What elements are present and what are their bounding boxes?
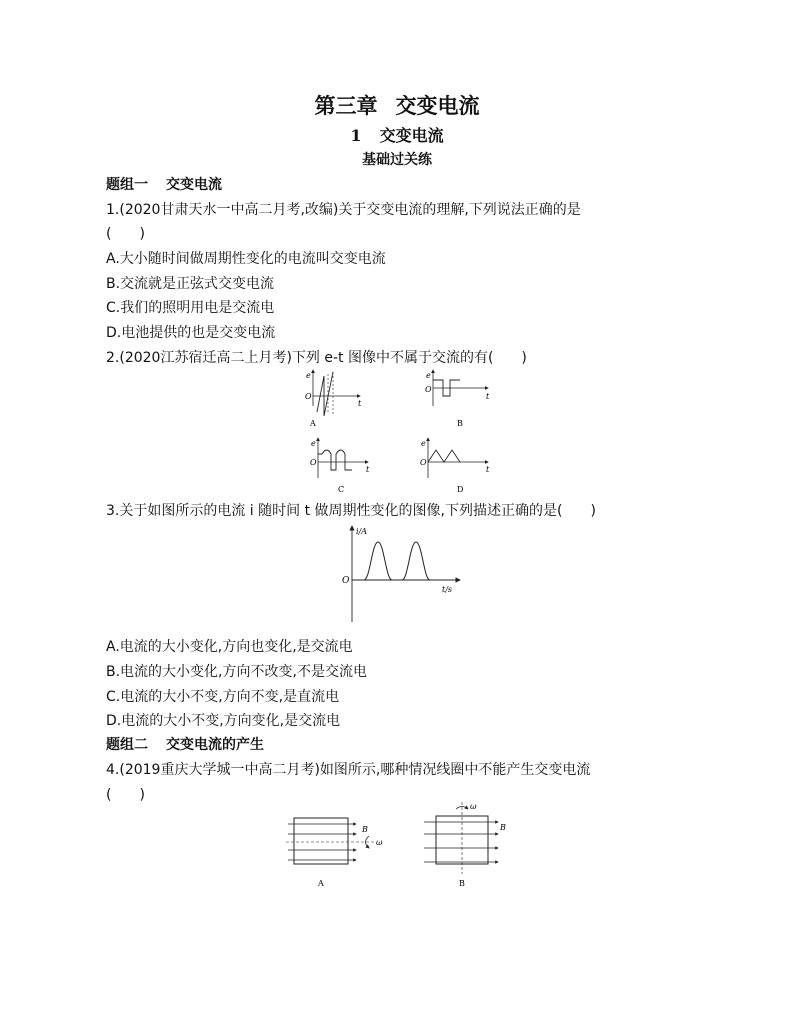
- q3-current-graph: [338, 522, 468, 626]
- q4-answer-paren: ( ): [106, 787, 145, 803]
- q3-yaxis-label: i/A: [356, 527, 368, 536]
- q4-figure-b: [424, 802, 506, 888]
- q2-a-yaxis: e: [306, 371, 311, 380]
- q3-origin-label: O: [342, 576, 350, 586]
- q4-label-a: A: [318, 879, 324, 888]
- q2-d-origin: O: [420, 458, 427, 467]
- q4-coil-figures: [280, 800, 520, 892]
- q2-d-yaxis: e: [421, 439, 426, 448]
- q2-stem: 2.(2020江苏宿迁高二上月考)下列 e-t 图像中不属于交流的有( ): [106, 350, 527, 366]
- group-1-title: 交变电流: [166, 177, 222, 193]
- q2-graphs-figure: [300, 366, 510, 498]
- q2-a-origin: O: [305, 392, 312, 401]
- q2-graph-b: [425, 370, 490, 428]
- q3-option-a: A.电流的大小变化,方向也变化,是交流电: [106, 639, 353, 655]
- group-2-label: 题组二: [106, 737, 148, 753]
- q4-a-omega-label: ω: [376, 838, 383, 847]
- q4-b-field-label: B: [500, 823, 506, 832]
- q2-label-d: D: [457, 485, 464, 494]
- section-name: 交变电流: [379, 126, 444, 145]
- chapter-name: 交变电流: [395, 93, 480, 118]
- q4-b-omega-label: ω: [470, 802, 477, 811]
- q2-label-a: A: [310, 419, 316, 428]
- q3-option-c: C.电流的大小不变,方向不变,是直流电: [106, 689, 340, 705]
- chapter-number: 第三章: [314, 93, 378, 118]
- q3-option-b: B.电流的大小变化,方向不改变,不是交流电: [106, 664, 367, 680]
- q2-label-c: C: [338, 485, 345, 494]
- q1-option-a: A.大小随时间做周期性变化的电流叫交变电流: [106, 251, 386, 267]
- q2-label-b: B: [457, 419, 463, 428]
- chapter-title: [0, 90, 794, 120]
- q2-d-xaxis: t: [486, 465, 490, 474]
- q2-graph-a: [305, 370, 362, 428]
- q2-b-origin: O: [425, 385, 432, 394]
- q4-stem: 4.(2019重庆大学城一中高二月考)如图所示,哪种情况线圈中不能产生交变电流: [106, 762, 591, 778]
- q3-stem: 3.关于如图所示的电流 i 随时间 t 做周期性变化的图像,下列描述正确的是( ): [106, 503, 596, 519]
- q1-answer-paren: ( ): [106, 226, 145, 242]
- group-heading-2: [106, 734, 264, 754]
- q1-option-c: C.我们的照明用电是交流电: [106, 300, 275, 316]
- group-1-label: 题组一: [106, 177, 148, 193]
- q4-figure-a: [286, 818, 383, 888]
- q2-b-yaxis: e: [426, 371, 431, 380]
- section-number: 1: [350, 126, 362, 145]
- group-2-title: 交变电流的产生: [166, 737, 264, 753]
- q2-graph-d: [420, 438, 490, 494]
- page-subtitle: 基础过关练: [362, 152, 432, 168]
- q3-option-d: D.电流的大小不变,方向变化,是交流电: [106, 713, 341, 729]
- q2-b-xaxis: t: [486, 392, 490, 401]
- section-title: [0, 123, 794, 146]
- q2-c-xaxis: t: [366, 465, 370, 474]
- q2-a-xaxis: t: [358, 399, 362, 408]
- q1-option-d: D.电池提供的也是交变电流: [106, 325, 276, 341]
- q1-stem: 1.(2020甘肃天水一中高二月考,改编)关于交变电流的理解,下列说法正确的是: [106, 202, 581, 218]
- q1-option-b: B.交流就是正弦式交变电流: [106, 276, 275, 292]
- q2-graph-c: [310, 438, 370, 494]
- q4-label-b: B: [459, 879, 465, 888]
- q2-c-origin: O: [310, 458, 317, 467]
- q3-xaxis-label: t/s: [442, 585, 453, 594]
- q2-c-yaxis: e: [311, 439, 316, 448]
- group-heading-1: [106, 174, 222, 194]
- q4-a-field-label: B: [362, 825, 368, 834]
